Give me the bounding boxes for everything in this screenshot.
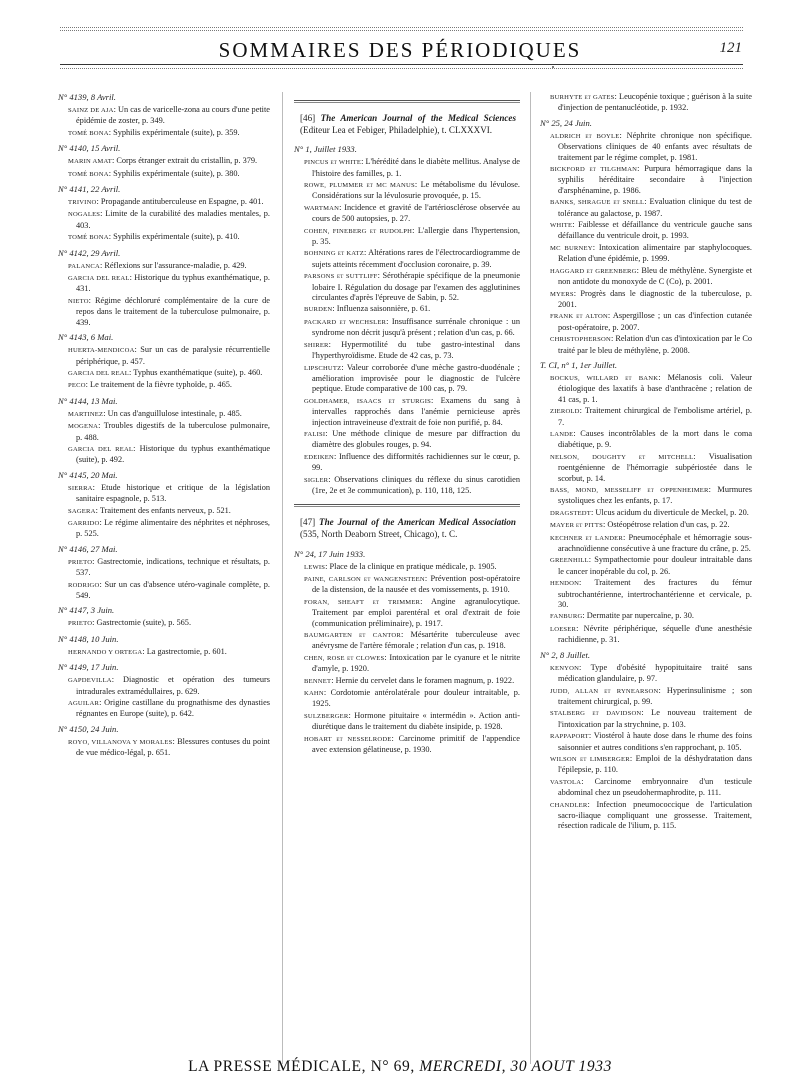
article-author: MARIN AMAT [68, 158, 112, 166]
article-title: : Troubles digestifs de la tuberculose pulmonaire, p. 488. [76, 421, 270, 442]
article-author: PRIETO [68, 620, 93, 628]
article-title: : Evaluation clinique du test de tolérance au galactose, p. 1987. [558, 197, 752, 218]
article-entry [550, 266, 752, 288]
article-title: : Hormone pituitaire « intermédin ». Action anti-diurétique dans le traitement du diabète insipide, p. 1928. [312, 710, 520, 732]
issue-heading: N° 4146, 27 Mai. [58, 543, 118, 554]
article-entry [304, 653, 520, 675]
article-author: GARCIA DEL REAL [68, 275, 130, 283]
article-author: VASTOLA [550, 778, 582, 786]
article-title: : Névrite périphérique, séquelle d'une anesthésie rachidienne, p. 31. [558, 623, 752, 645]
article-title: : Néphrite chronique non spécifique. Observations cliniques de 40 enfants avec résultats de traitement par le régime complet, p. 1981. [558, 130, 752, 162]
article-author: ZIEROLD [550, 408, 580, 416]
article-entry [304, 363, 520, 395]
article-title: : Angine agranulocytique. Traitement par emploi parentéral et oral d'extrait de foie (communication préliminaire), p. 1917. [312, 596, 520, 628]
article-author: MOGENA [68, 423, 99, 431]
article-title: : Sympathectomie pour douleur intraitable dans le cancer inopérable du col, p. 26. [558, 555, 752, 576]
issue-heading: N° 4148, 10 Juin. [58, 633, 119, 644]
article-entry [68, 128, 270, 139]
article-entry [304, 271, 520, 303]
article-author: SIERRA [68, 484, 93, 492]
article-author: JUDD, ALLAN et RYNEARSON [550, 687, 659, 695]
article-author: BENNET [304, 677, 332, 685]
article-title: : Progrès dans le diagnostic de la tuberculose, p. 2001. [558, 288, 752, 309]
article-author: ALDRICH et BOYLE [550, 132, 620, 140]
article-author: BOHNING et KATZ [304, 250, 364, 258]
article-author: BURHYTE et GATES [550, 94, 615, 101]
article-entry [68, 156, 270, 167]
article-title: : Causes incontrôlables de la mort dans le coma diabétique, p. 9. [558, 428, 752, 450]
article-entry [550, 197, 752, 219]
article-title: : Ulcus acidum du diverticule de Meckel, p. 20. [591, 507, 749, 517]
issue-heading: N° 2, 8 Juillet. [540, 649, 590, 660]
article-title: : Purpura hémorragique dans la syphilis héréditaire secondaire à l'injection d'arsphénamine, p. 1986. [558, 164, 752, 195]
article-entry [550, 311, 752, 333]
journal-heading [300, 113, 516, 136]
article-author: BAUMGARTEN et CANTOR [304, 632, 401, 639]
article-entry [550, 289, 752, 311]
article-author: HUERTA-MENDICOA [68, 347, 135, 355]
article-entry [304, 429, 520, 451]
article-title: : Observations cliniques du réflexe du sinus carotidien (1re, 2e et 3e communication), p. 110, 118, 125. [312, 474, 520, 495]
article-title: : Le métabolisme du lévulose. Considérations sur la lévulosurie provoquée, p. 15. [312, 180, 520, 201]
article-entry [550, 777, 752, 799]
article-entry [550, 429, 752, 451]
article-entry [68, 261, 270, 272]
article-title: : Traitement des fractures du fémur subtrochantérienne, intertrochantérienne et cervicale, p. 30. [558, 578, 752, 610]
column-left [58, 92, 270, 1062]
article-entry [304, 180, 520, 202]
article-title: : Emploi de la déshydratation dans l'épilepsie, p. 110. [558, 753, 752, 775]
article-entry [304, 676, 520, 687]
article-author: TOMÉ BONA [68, 234, 109, 242]
article-title: : Ostéopétrose relation d'un cas, p. 22. [603, 520, 730, 530]
article-title: : Leucopénie toxique ; guérison à la suite d'injection de pentanucléotide, p. 1932. [558, 92, 752, 113]
article-author: AGUILAR [68, 700, 100, 708]
article-entry [68, 380, 270, 391]
article-entry [68, 273, 270, 295]
article-title: : Historique du typhus exanthématique (suite), p. 492. [76, 443, 270, 465]
article-entry [550, 92, 752, 114]
article-title: : Carcinome embryonnaire d'un testicule abdominal chez un pseudohermaphrodite, p. 111. [558, 776, 752, 798]
article-title: : Une méthode clinique de mesure par diffraction du diamètre des globules rouges, p. 94. [312, 428, 520, 450]
article-author: GOLDHAMER, ISAACS et STURGIS [304, 397, 431, 405]
article-title: : Régime déchloruré complémentaire de la cure de repos dans le traitement de la tuberculose pulmonaire, p. 439. [76, 295, 270, 327]
article-entry [68, 557, 270, 579]
issue-heading: N° 1, Juillet 1933. [294, 144, 357, 155]
article-title: : Place de la clinique en pratique médicale, p. 1905. [325, 561, 497, 571]
article-title: : Visualisation roentgénienne de l'hémorragie subpériostée dans le scorbut, p. 14. [558, 451, 752, 483]
issue-heading: T. CI, n° 1, 1er Juillet. [540, 359, 618, 370]
article-title: : Relation d'un cas d'intoxication par le Co traité par le bleu de méthylène, p. 2008. [558, 334, 752, 355]
article-author: CHANDLER [550, 801, 588, 809]
article-author: COHEN, FINEBERG et RUDOLPH [304, 227, 413, 235]
article-entry [550, 485, 752, 507]
article-author: HENDON [550, 580, 580, 588]
issue-heading: N° 4145, 20 Mai. [58, 469, 118, 480]
article-entry [550, 578, 752, 610]
article-title: : Gastrectomie (suite), p. 565. [92, 618, 192, 628]
article-entry [550, 624, 752, 646]
article-title: : Insuffisance surrénale chronique : un syndrome non décrit jusqu'à présent ; relation d'un cas, p. 66. [312, 316, 520, 338]
journal-publisher: (Editeur Lea et Febiger, Philadelphie), t. CLXXXVI. [300, 124, 493, 135]
article-title: : Un cas de varicelle-zona au cours d'une petite épidémie de zoster, p. 349. [76, 105, 270, 126]
article-author: HAGGARD et GREENBERG [550, 267, 637, 275]
article-title: : Aspergillose ; un cas d'infection cutanée post-opératoire, p. 2007. [558, 311, 752, 332]
article-author: GAPDEVILLA [68, 677, 112, 685]
article-author: LIPSCHUTZ [304, 364, 342, 372]
article-entry [550, 800, 752, 832]
issue-heading: N° 4140, 15 Avril. [58, 143, 121, 154]
article-title: : Etude historique et critique de la législation sanitaire espagnole, p. 513. [76, 482, 270, 504]
article-title: : Hernie du cervelet dans le foramen magnum, p. 1922. [331, 675, 515, 685]
article-entry [550, 708, 752, 730]
article-entry [550, 555, 752, 577]
article-title: : Intoxication alimentaire par staphylocoques. Relation d'une épidémie, p. 1999. [558, 242, 752, 264]
journal-separator-line [294, 102, 520, 103]
issue-heading: N° 4149, 17 Juin. [58, 662, 119, 673]
footer-date: MERCREDI, 30 AOUT 1933 [419, 1058, 612, 1075]
article-author: TOMÉ BONA [68, 170, 109, 178]
article-title: : Valeur corroborée d'une mèche gastro-duodénale ; amélioration improvisée pour le diagnostic de l'ulcère peptique. Etude comparative de 100 cas, p. 79. [312, 362, 520, 394]
article-entry [550, 406, 752, 428]
footer [0, 1058, 800, 1076]
journal-number: [46] [300, 113, 316, 123]
journal-heading [300, 517, 516, 540]
column-middle [294, 92, 520, 1064]
article-title: : Pneumocéphale et hémorragie sous-arachnoïdienne consécutive à une fracture du crâne, p. 25. [558, 532, 752, 554]
article-author: GARCIA DEL REAL [68, 445, 134, 453]
article-author: CHEN, ROSE et CLOWES [304, 654, 385, 662]
article-title: : Type d'obésité hypopituitaire traité sans médication glandulaire, p. 97. [558, 662, 752, 684]
article-entry [68, 169, 270, 180]
article-title: : Murmures systoliques chez les enfants, p. 17. [558, 485, 752, 506]
article-title: : La gastrectomie, p. 601. [142, 646, 227, 656]
article-author: KAHN [304, 690, 324, 698]
article-title: : Le nouveau traitement de l'intoxication par la strychnine, p. 103. [558, 708, 752, 729]
issue-heading: N° 4141, 22 Avril. [58, 184, 121, 195]
journal-separator [294, 504, 520, 507]
article-entry [68, 409, 270, 420]
column-divider-right [530, 92, 531, 1064]
article-author: FRANK et ALTON [550, 313, 608, 321]
journal-separator [294, 100, 520, 103]
article-author: MC BURNEY [550, 244, 593, 252]
page-number: 121 [719, 40, 742, 56]
article-entry [550, 508, 752, 519]
article-entry [550, 533, 752, 555]
journal-number: [47] [300, 517, 316, 528]
header-dot [552, 66, 554, 68]
column-divider-left [282, 92, 283, 1064]
article-author: BANKS, SHRAGUE et SNELL [550, 199, 645, 207]
issue-heading: N° 4150, 24 Juin. [58, 723, 119, 734]
article-author: BASS, MOND, MESSELIFF et OPPENHEIMER [550, 487, 709, 494]
article-entry [550, 131, 752, 163]
article-author: WILSON et LIMBERGER [550, 755, 630, 763]
article-author: GARCIA DEL REAL [68, 369, 129, 377]
header-rule-bottom-2 [60, 68, 743, 69]
article-author: MARTINEZ [68, 410, 104, 418]
article-title: : Syphilis expérimentale (suite), p. 410. [108, 232, 240, 242]
column-right [540, 92, 752, 1064]
article-author: HOBART et NESSELRODE [304, 735, 392, 743]
article-title: : Influenza saisonnière, p. 61. [332, 304, 431, 314]
article-author: RAPPAPORT [550, 733, 589, 741]
article-title: : Gastrectomie, indications, technique et résultats, p. 537. [76, 556, 270, 578]
article-entry [550, 754, 752, 776]
article-author: CHRISTOPHERSON [550, 336, 611, 344]
article-author: KENYON [550, 664, 580, 672]
article-author: TOMÉ BONA [68, 129, 109, 137]
article-author: PACKARD et WECHSLER [304, 318, 387, 326]
article-title: : Bleu de méthylène. Synergiste et non antidote du monoxyde de C (Co), p. 2001. [558, 265, 752, 287]
article-title: : Syphilis expérimentale (suite), p. 359. [108, 127, 240, 137]
article-entry [68, 421, 270, 443]
article-title: : Viostérol à haute dose dans le rhume des foins saisonnier et autres conditions s'en rapprochant, p. 105. [558, 731, 752, 752]
journal-name: The American Journal of the Medical Sciences [320, 113, 516, 123]
article-entry [68, 580, 270, 602]
article-author: FANBURG [550, 613, 583, 621]
article-entry [68, 483, 270, 505]
article-title: : Faiblesse et défaillance du ventricule gauche sans défaillance du ventricule droit, p. 1993. [558, 220, 752, 241]
article-entry [550, 164, 752, 196]
article-author: KECHNER et LANDER [550, 534, 623, 542]
article-title: : Traitement des enfants nerveux, p. 521. [95, 505, 231, 515]
page-title: SOMMAIRES DES PÉRIODIQUES [218, 38, 582, 62]
article-entry [68, 506, 270, 517]
article-title: : Incidence et gravité de l'artériosclérose observée au cours de 500 autopsies, p. 27. [312, 202, 520, 224]
issue-heading: N° 24, 17 Juin 1933. [294, 548, 366, 559]
article-author: SAINZ DE AJA [68, 107, 114, 114]
footer-journal: LA PRESSE MÉDICALE, [188, 1058, 367, 1075]
article-title: : Altérations rares de l'électrocardiogramme de sujets atteints récemment d'occlusion coronaire, p. 39. [312, 248, 520, 269]
issue-heading: N° 4142, 29 Avril. [58, 247, 121, 258]
article-entry [550, 731, 752, 753]
article-author: BURDEN [304, 306, 333, 314]
article-entry [304, 340, 520, 362]
article-title: : Traitement chirurgical de l'embolisme artériel, p. 7. [558, 406, 752, 427]
article-author: SAGERA [68, 507, 96, 515]
article-author: BOCKUS, WILLARD et BANK [550, 374, 659, 382]
article-author: SIGLER [304, 476, 329, 484]
article-title: : Corps étranger extrait du cristallin, p. 379. [111, 156, 258, 166]
article-entry [304, 711, 520, 733]
article-author: STALBERG et DAVIDSON [550, 710, 642, 718]
article-title: : Diagnostic et opération des tumeurs intradurales extramédullaires, p. 629. [76, 675, 270, 696]
article-entry [304, 248, 520, 270]
article-entry [68, 675, 270, 697]
article-title: : Propagande antituberculeuse en Espagne, p. 401. [96, 197, 264, 207]
article-title: : Le régime alimentaire des néphrites et néphroses, p. 525. [76, 517, 270, 539]
header-rule-bottom [60, 64, 743, 65]
article-entry [68, 444, 270, 466]
article-author: NIETO [68, 297, 89, 305]
article-entry [550, 220, 752, 242]
article-entry [304, 157, 520, 179]
article-title: : Intoxication par le cyanure et le nitrite d'amyle, p. 1920. [312, 652, 520, 674]
article-entry [550, 452, 752, 484]
article-author: RODRIGO [68, 581, 100, 589]
article-entry [304, 734, 520, 756]
article-author: WHITE [550, 222, 573, 230]
article-entry [68, 345, 270, 367]
article-title: : Limite de la curabilité des maladies mentales, p. 403. [76, 209, 270, 230]
article-entry [550, 611, 752, 622]
article-author: NELSON, DOUGHTY et MITCHELL [550, 453, 694, 461]
article-title: : Sur un cas de paralysie récurrentielle périphérique, p. 457. [76, 345, 270, 366]
article-title: : Origine castillane du prognathisme des dynasties régnantes en Europe (suite), p. 642. [76, 698, 270, 719]
article-entry [304, 475, 520, 497]
article-entry [68, 232, 270, 243]
article-author: SULZBERGER [304, 712, 349, 720]
journal-name: The Journal of the American Medical Association [319, 517, 516, 528]
article-title: : L'allergie dans l'hypertension, p. 35. [312, 225, 520, 247]
issue-heading: N° 4143, 6 Mai. [58, 332, 114, 343]
article-title: : Cordotomie antérolatérale pour douleur intraitable, p. 1925. [312, 688, 520, 709]
article-entry [304, 396, 520, 428]
article-entry [304, 597, 520, 629]
article-entry [550, 686, 752, 708]
issue-heading: N° 4147, 3 Juin. [58, 605, 115, 616]
article-title: : Carcinome primitif de l'appendice avec extension gélatineuse, p. 1930. [312, 733, 520, 755]
article-title: : Prévention post-opératoire de la distension, de la nausée et des vomissements, p. 1910. [312, 573, 520, 595]
journal-publisher: (535, North Deaborn Street, Chicago), t. C. [300, 528, 458, 539]
issue-heading: N° 4139, 8 Avril. [58, 92, 116, 102]
article-entry [304, 562, 520, 573]
article-title: : Historique du typhus exanthématique, p. 431. [76, 273, 270, 294]
article-entry [68, 518, 270, 540]
article-author: PARSONS et SUTTLIFF [304, 273, 378, 281]
article-author: NOGALES [68, 211, 101, 219]
article-entry [68, 105, 270, 127]
article-entry [68, 209, 270, 231]
article-author: EDEIKEN [304, 453, 334, 461]
footer-issue: N° 69, [370, 1058, 415, 1075]
journal-separator-line [294, 506, 520, 507]
article-author: HERNANDO Y ORTEGA [68, 648, 143, 656]
article-title: : Blessures contuses du point de vue médico-légal, p. 651. [76, 736, 270, 758]
issue-heading: N° 25, 24 Juin. [540, 117, 592, 128]
article-title: : Sérothérapie spécifique de la pneumonie lobaire I. Régulation du dosage par l'examen des agglutinines circulantes d'après l'épreuve de Sabin, p. 52. [312, 271, 520, 303]
article-title: : Mélanosis coli. Valeur étiologique des laxatifs à base d'anthracène ; relation de 41 cas, p. 1. [558, 372, 752, 404]
article-author: DRAGSTEDT [550, 509, 591, 517]
article-title: : Dermatite par nupercaïne, p. 30. [582, 611, 694, 621]
article-entry [304, 203, 520, 225]
article-author: SHIRER [304, 341, 329, 349]
article-author: GARRIDO [68, 519, 100, 527]
article-author: BICKFORD et TILGHMAN [550, 166, 638, 174]
article-title: : Sur un cas d'absence utéro-vaginale complète, p. 549. [76, 579, 270, 600]
article-author: PALANCA [68, 262, 100, 270]
article-author: FORAN, SHEAFT et TRIMMER [304, 598, 421, 606]
article-entry [304, 452, 520, 474]
article-author: PINCUS et WHITE [304, 159, 362, 167]
article-entry [68, 647, 270, 658]
article-title: : L'hérédité dans le diabète mellitus. Analyse de l'histoire des familles, p. 1. [312, 157, 520, 178]
article-author: PAINE, CARLSON et WANGENSTEEN [304, 575, 425, 583]
article-title: : Réflexions sur l'assurance-maladie, p. 429. [99, 260, 247, 270]
article-author: TRIVINO [68, 199, 97, 207]
article-entry [68, 368, 270, 379]
issue-heading: N° 4144, 13 Mai. [58, 395, 118, 406]
article-title: : Syphilis expérimentale (suite), p. 380. [108, 168, 240, 178]
article-author: LEWIS [304, 563, 326, 571]
article-title: : Infection pneumococcique de l'articulation sacro-iliaque compliquant une grossesse. Traitement, résection radicale de l'ilium, p. 115. [558, 799, 752, 831]
article-entry [68, 197, 270, 208]
article-title: : Un cas d'anguillulose intestinale, p. 485. [103, 408, 242, 418]
article-entry [550, 243, 752, 265]
article-entry [550, 663, 752, 685]
article-entry [304, 630, 520, 652]
article-entry [68, 618, 270, 629]
article-author: ROWE, PLUMMER et MC MANUS [304, 182, 415, 189]
article-entry [550, 334, 752, 356]
article-title: : Typhus exanthématique (suite), p. 460. [129, 367, 263, 377]
article-entry [304, 574, 520, 596]
article-entry [68, 296, 270, 328]
article-author: MYERS [550, 290, 574, 298]
article-author: WARTMAN [304, 204, 340, 212]
article-title: : Influence des difformités rachidiennes sur le cœur, p. 99. [312, 451, 520, 473]
article-author: LANDE [550, 430, 574, 438]
article-entry [550, 373, 752, 405]
article-title: : Le traitement de la fièvre typhoïde, p. 465. [85, 380, 232, 390]
article-entry [304, 304, 520, 315]
article-author: GREENHILL [550, 557, 589, 565]
article-entry [68, 737, 270, 759]
article-entry [304, 688, 520, 710]
article-title: : Hypermotilité du tube gastro-intestinal dans l'hyperthyroïdisme. Etude de 42 cas, p. 73. [312, 339, 520, 361]
article-entry [68, 698, 270, 720]
article-author: PRIETO [68, 558, 93, 566]
article-title: : Mésartérite tuberculeuse avec anévrysme de l'artère fémorale ; relation d'un cas, p. 1918. [312, 630, 520, 651]
article-entry [550, 520, 752, 531]
article-entry [304, 317, 520, 339]
article-title: : Hyperinsulinisme ; son traitement chirurgical, p. 99. [558, 685, 752, 706]
article-author: LOESER [550, 625, 577, 633]
header-rule-top-2 [60, 30, 743, 31]
article-author: MAYER et PITTS [550, 522, 603, 530]
article-author: PECO [68, 382, 86, 390]
article-author: ROYO, VILLANOVA Y MORALES [68, 738, 173, 746]
article-entry [304, 226, 520, 248]
article-author: FALISI [304, 430, 326, 438]
article-title: : Examens du sang à intervalles rapprochés dans l'anémie pernicieuse après injection intraveineuse d'extrait de foie non purifié, p. 84. [312, 395, 520, 427]
header-rule-top [60, 27, 743, 28]
